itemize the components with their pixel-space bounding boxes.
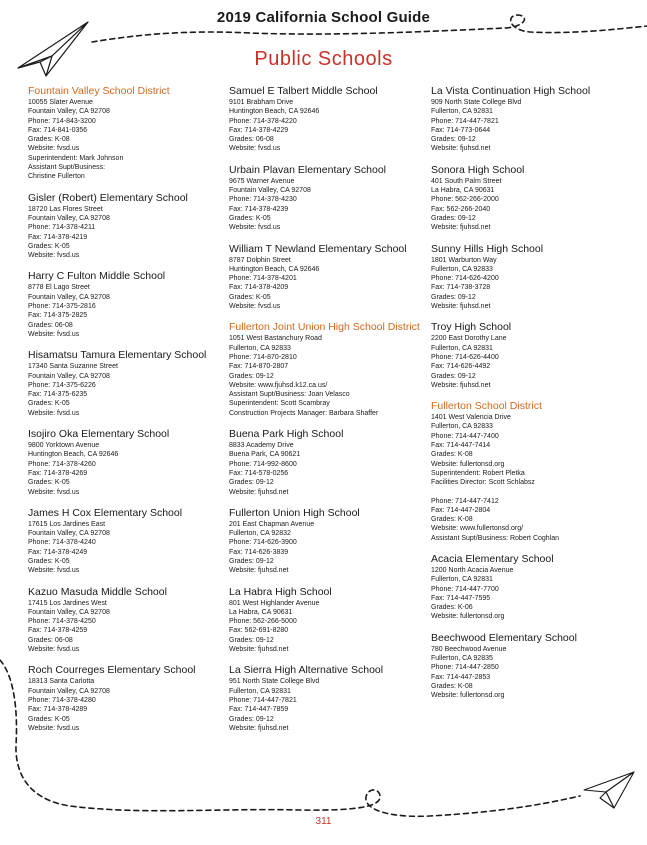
listing-detail: Grades: K-05: [28, 400, 70, 408]
school-listing: [431, 321, 626, 390]
listing-detail: Website: fvsd.us: [28, 567, 80, 575]
listing-detail: Christine Fullerton: [28, 173, 85, 181]
listing-detail: Website: fjuhsd.net: [229, 567, 289, 575]
listing-detail: Fountain Valley, CA 92708: [28, 608, 110, 616]
listing-detail: Grades: 09-12: [431, 293, 476, 301]
listing-detail: Huntington Beach, CA 92646: [229, 108, 320, 116]
listing-detail: Phone: 714-992-8600: [229, 460, 297, 468]
listing-detail: Fountain Valley, CA 92708: [28, 372, 110, 380]
listing-detail: 18720 Las Flores Street: [28, 205, 103, 213]
listing-detail: Grades: 09-12: [229, 372, 274, 380]
section-title: Public Schools: [254, 48, 393, 70]
listing-detail: Assistant Supt/Business:: [28, 164, 106, 172]
listing-detail: 1200 North Acacia Avenue: [431, 566, 514, 574]
listing-detail: Grades: K-05: [28, 557, 70, 565]
listing-detail: Grades: K-08: [28, 136, 70, 144]
listing-detail: Website: fvsd.us: [229, 224, 281, 232]
listing-detail: Fax: 714-738-3728: [431, 284, 491, 292]
listing-detail: Website: fullertonsd.org: [431, 692, 505, 700]
listing-detail: Fax: 714-378-4289: [28, 706, 88, 714]
school-listing: [229, 243, 424, 312]
listing-detail: Assistant Supt/Business: Robert Coghlan: [431, 534, 560, 542]
listing-detail: Grades: K-05: [229, 214, 271, 222]
listing-detail: Website: fvsd.us: [28, 409, 80, 417]
listing-detail: Phone: 714-843-3200: [28, 117, 96, 125]
column-1: [28, 85, 223, 743]
listing-detail: Fax: 714-870-2807: [229, 363, 289, 371]
listing-detail: Grades: K-05: [28, 242, 70, 250]
listing-detail: Website: fvsd.us: [229, 145, 281, 153]
listing-detail: 8787 Dolphin Street: [229, 256, 291, 264]
school-listing: [229, 664, 424, 733]
listing-detail: Grades: 09-12: [229, 715, 274, 723]
listing-detail: Fax: 714-378-4259: [28, 627, 88, 635]
listing-detail: Fax: 714-375-6235: [28, 391, 88, 399]
listing-detail: Fax: 714-378-4239: [229, 205, 289, 213]
listing-detail: 8778 El Lago Street: [28, 284, 90, 292]
listing-detail: La Habra, CA 90631: [229, 608, 293, 616]
listing-detail: Phone: 714-626-4400: [431, 353, 499, 361]
listing-detail: Website: fvsd.us: [28, 145, 80, 153]
listing-detail: Grades: 09-12: [431, 372, 476, 380]
listing-detail: 1801 Warburton Way: [431, 256, 497, 264]
listing-detail: 1401 West Valencia Drive: [431, 414, 511, 422]
listing-detail: Phone: 714-626-3900: [229, 539, 297, 547]
listing-detail: Phone: 714-447-7821: [431, 117, 499, 125]
listing-detail: Fax: 714-447-7414: [431, 442, 491, 450]
spacer: [431, 488, 626, 497]
listing-detail: Grades: 09-12: [229, 557, 274, 565]
listing-detail: Fullerton, CA 92833: [229, 344, 291, 352]
listing-detail: Grades: K-08: [431, 516, 473, 524]
listing-detail: Website: fjuhsd.net: [431, 381, 491, 389]
school-name: Harry C Fulton Middle School: [28, 270, 166, 283]
listing-detail: 17615 Los Jardines East: [28, 520, 106, 528]
listing-detail: Grades: 06-08: [28, 321, 73, 329]
listing-detail: Phone: 714-378-4201: [229, 275, 297, 283]
listing-detail: Fax: 562-691-8280: [229, 627, 289, 635]
listing-detail: 201 East Chapman Avenue: [229, 520, 315, 528]
listing-detail: 9800 Yorktown Avenue: [28, 442, 100, 450]
listing-detail: Phone: 714-378-4260: [28, 460, 96, 468]
school-listing: [229, 85, 424, 154]
listing-detail: Fullerton, CA 92833: [431, 423, 493, 431]
school-name: La Sierra High Alternative School: [229, 664, 384, 677]
district-name: Fountain Valley School District: [28, 85, 170, 97]
school-listing: [229, 428, 424, 497]
listing-detail: Grades: 09-12: [229, 479, 274, 487]
school-listing: [431, 632, 626, 701]
listing-detail: 951 North State College Blvd: [229, 678, 320, 686]
school-listing: [229, 586, 424, 655]
listing-detail: Phone: 714-447-7412: [431, 497, 499, 505]
school-listing: [28, 270, 223, 339]
listing-detail: Superintendent: Robert Pletka: [431, 469, 525, 477]
school-listing: [28, 192, 223, 261]
school-name: Sunny Hills High School: [431, 242, 544, 255]
listing-detail: 1051 West Bastanchury Road: [229, 335, 322, 343]
school-listing: [229, 164, 424, 233]
listing-detail: Fountain Valley, CA 92708: [28, 687, 110, 695]
listing-detail: Website: fjuhsd.net: [229, 488, 289, 496]
listing-detail: Phone: 714-378-4220: [229, 117, 297, 125]
school-name: Urbain Plavan Elementary School: [229, 163, 386, 176]
school-listing: [28, 507, 223, 576]
listing-detail: Fullerton, CA 92831: [431, 576, 493, 584]
listing-detail: Website: fjuhsd.net: [431, 145, 491, 153]
listing-detail: Phone: 714-870-2810: [229, 353, 297, 361]
listing-detail: Phone: 714-378-4230: [229, 196, 297, 204]
school-name: La Habra High School: [229, 585, 332, 598]
listing-detail: Fountain Valley, CA 92708: [229, 187, 311, 195]
listing-detail: Fullerton, CA 92831: [431, 108, 493, 116]
district-listing: [229, 321, 424, 418]
listing-detail: Fountain Valley, CA 92708: [28, 214, 110, 222]
listing-detail: Huntington Beach, CA 92646: [28, 451, 119, 459]
school-name: Beechwood Elementary School: [431, 631, 577, 644]
listing-detail: Grades: K-08: [431, 682, 473, 690]
district-name: Fullerton Joint Union High School District: [229, 321, 420, 334]
listing-detail: Phone: 714-375-6226: [28, 381, 96, 389]
school-listing: [431, 553, 626, 622]
listing-detail: Fax: 714-841-0356: [28, 126, 88, 134]
listing-detail: Fax: 714-626-4492: [431, 363, 491, 371]
listing-detail: Phone: 714-378-4211: [28, 224, 96, 232]
listing-detail: Website: fvsd.us: [28, 724, 80, 732]
listing-detail: 18313 Santa Carlotta: [28, 678, 95, 686]
listing-detail: Website: www.fullertonsd.org/: [431, 525, 524, 533]
listing-detail: Grades: K-06: [431, 604, 473, 612]
listing-detail: 909 North State College Blvd: [431, 99, 522, 106]
listing-detail: Phone: 562-266-5000: [229, 618, 297, 626]
listing-detail: Website: fjuhsd.net: [229, 724, 289, 732]
listing-detail: Fax: 562-266-2040: [431, 205, 491, 213]
listing-detail: Fountain Valley, CA 92708: [28, 108, 110, 116]
listing-detail: Construction Projects Manager: Barbara Shaffer: [229, 409, 379, 417]
school-name: Samuel E Talbert Middle School: [229, 85, 378, 97]
listing-detail: Fax: 714-375-2825: [28, 312, 88, 320]
listing-detail: Fax: 714-378-4249: [28, 548, 88, 556]
listing-detail: Grades: K-05: [28, 715, 70, 723]
listing-detail: Grades: 09-12: [431, 214, 476, 222]
school-name: William T Newland Elementary School: [229, 242, 407, 255]
listing-detail: Fax: 714-773-0644: [431, 126, 491, 134]
listing-detail: Fax: 714-447-7595: [431, 594, 491, 602]
listing-detail: 780 Beechwood Avenue: [431, 645, 507, 653]
listing-detail: Phone: 714-447-2850: [431, 664, 499, 672]
listing-detail: Buena Park, CA 90621: [229, 451, 301, 459]
paper-airplane-icon: [584, 772, 634, 808]
school-listing: [431, 164, 626, 233]
listing-detail: Website: fjuhsd.net: [431, 224, 491, 232]
listing-detail: Fax: 714-378-4269: [28, 469, 88, 477]
listing-detail: Phone: 714-626-4200: [431, 275, 499, 283]
listing-detail: Grades: 06-08: [229, 136, 274, 144]
listing-detail: Phone: 714-447-7400: [431, 432, 499, 440]
listing-detail: 17415 Los Jardines West: [28, 599, 107, 607]
listing-detail: Phone: 714-447-7821: [229, 696, 297, 704]
listing-detail: Superintendent: Scott Scambray: [229, 400, 330, 408]
listing-detail: Fullerton, CA 92831: [431, 344, 493, 352]
school-listing: [431, 243, 626, 312]
school-name: Acacia Elementary School: [431, 552, 554, 565]
listing-detail: Website: fvsd.us: [28, 252, 80, 260]
listing-detail: Phone: 714-378-4240: [28, 539, 96, 547]
listing-detail: Huntington Beach, CA 92646: [229, 265, 320, 273]
listing-detail: Website: fvsd.us: [229, 303, 281, 311]
listing-detail: Phone: 714-378-4250: [28, 618, 96, 626]
school-listing: [431, 85, 626, 154]
school-name: La Vista Continuation High School: [431, 85, 591, 97]
school-name: Troy High School: [431, 321, 512, 334]
listing-detail: Grades: K-08: [431, 451, 473, 459]
listing-detail: 9101 Brabham Drive: [229, 99, 294, 106]
listing-detail: Fax: 714-378-4229: [229, 126, 289, 134]
page-number: 311: [315, 816, 332, 827]
school-name: Kazuo Masuda Middle School: [28, 585, 167, 598]
listing-detail: Fullerton, CA 92832: [229, 530, 291, 538]
school-listing: [28, 664, 223, 733]
school-name: Roch Courreges Elementary School: [28, 664, 196, 677]
listing-detail: Fax: 714-626-3839: [229, 548, 289, 556]
listing-detail: Fax: 714-447-2804: [431, 506, 491, 514]
listing-detail: Phone: 714-378-4280: [28, 696, 96, 704]
listing-detail: 401 South Palm Street: [431, 177, 502, 185]
listing-detail: Fax: 714-447-2853: [431, 673, 491, 681]
listing-detail: La Habra, CA 90631: [431, 187, 495, 195]
listing-detail: Website: fvsd.us: [28, 488, 80, 496]
listing-detail: Fax: 714-578-0256: [229, 469, 289, 477]
listing-detail: Fax: 714-447-7859: [229, 706, 289, 714]
listing-detail: Website: www.fjuhsd.k12.ca.us/: [229, 381, 328, 389]
listing-detail: 17340 Santa Suzanne Street: [28, 363, 118, 371]
listing-detail: Website: fjuhsd.net: [431, 303, 491, 311]
school-listing: [28, 349, 223, 418]
school-listing: [28, 428, 223, 497]
listing-detail: Grades: K-05: [229, 293, 271, 301]
listing-detail: Fountain Valley, CA 92708: [28, 530, 110, 538]
listing-detail: 9675 Warner Avenue: [229, 177, 295, 185]
school-listing: [229, 507, 424, 576]
school-name: Gisler (Robert) Elementary School: [28, 191, 188, 204]
column-2: [229, 85, 424, 743]
district-name: Fullerton School District: [431, 400, 542, 413]
district-listing: [28, 85, 223, 182]
listing-detail: Website: fjuhsd.net: [229, 646, 289, 654]
listing-detail: Assistant Supt/Business: Joan Velasco: [229, 391, 350, 399]
listing-detail: Website: fullertonsd.org: [431, 613, 505, 621]
guide-title: 2019 California School Guide: [216, 9, 431, 26]
school-name: Isojiro Oka Elementary School: [28, 428, 170, 441]
listing-detail: Facilities Director: Scott Schlabsz: [431, 479, 535, 487]
school-name: Fullerton Union High School: [229, 506, 360, 519]
listing-detail: Fax: 714-378-4219: [28, 233, 88, 241]
district-listing: [431, 400, 626, 543]
listing-detail: Grades: 06-08: [28, 636, 73, 644]
listing-detail: Phone: 714-447-7700: [431, 585, 499, 593]
listing-detail: Phone: 714-375-2816: [28, 303, 96, 311]
school-name: James H Cox Elementary School: [28, 506, 183, 519]
school-name: Buena Park High School: [229, 428, 344, 441]
school-name: Sonora High School: [431, 163, 525, 176]
listing-detail: Website: fvsd.us: [28, 330, 80, 338]
listing-detail: 10055 Slater Avenue: [28, 99, 93, 106]
listing-detail: Website: fvsd.us: [28, 646, 80, 654]
listing-detail: Phone: 562-266-2000: [431, 196, 499, 204]
listing-detail: 8833 Academy Drive: [229, 442, 294, 450]
listing-detail: Grades: 09-12: [229, 636, 274, 644]
listing-detail: Fullerton, CA 92831: [229, 687, 291, 695]
listing-detail: Fullerton, CA 92833: [431, 265, 493, 273]
column-3: [431, 85, 626, 711]
listing-detail: Fountain Valley, CA 92708: [28, 293, 110, 301]
school-listing: [28, 586, 223, 655]
school-name: Hisamatsu Tamura Elementary School: [28, 349, 207, 362]
listing-detail: Grades: 09-12: [431, 136, 476, 144]
listing-detail: Grades: K-05: [28, 479, 70, 487]
listing-detail: 2200 East Dorothy Lane: [431, 335, 507, 343]
listing-detail: Fullerton, CA 92835: [431, 655, 493, 663]
listing-detail: Website: fullertonsd.org: [431, 460, 505, 468]
listing-detail: Superintendent: Mark Johnson: [28, 154, 124, 162]
listing-detail: Fax: 714-378-4209: [229, 284, 289, 292]
listing-detail: 801 West Highlander Avenue: [229, 599, 320, 607]
